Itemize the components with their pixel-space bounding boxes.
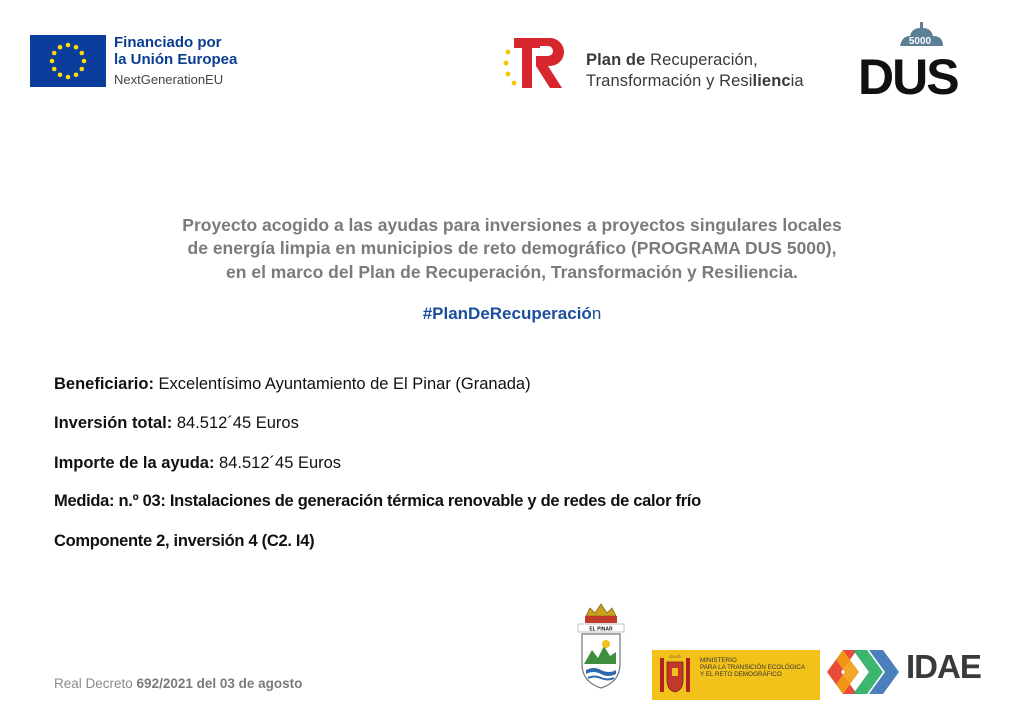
plan-recuperacion-text [586,50,804,92]
dus-word: DUS [858,49,958,100]
intro-line-1: Proyecto acogido a las ayudas para inversiones a proyectos singulares locales [182,215,842,235]
plan-line-1: Plan de Recuperación, [586,51,758,69]
plan-line-2: Transformación y Resiliencia [586,72,804,91]
eu-line-3: NextGenerationEU [114,71,224,87]
eu-stars-icon [30,35,106,87]
eu-line-2: la Unión Europea [114,51,238,69]
intro-line-3: en el marco del Plan de Recuperación, Transformación y Resiliencia. [226,261,798,282]
componente-row: Componente 2, inversión 4 (C2. I4) [54,532,315,550]
hashtag: #PlanDeRecuperación [422,304,602,323]
project-description [120,214,904,284]
intro-line-2: de energía limpia en municipios de reto demográfico (PROGRAMA DUS 5000), [187,238,837,259]
crest-label: EL PINAR [589,626,613,633]
eu-flag-logo [30,35,106,87]
beneficiario-row: Beneficiario: Excelentísimo Ayuntamiento de El Pinar (Granada) [54,375,531,393]
importe-row: Importe de la ayuda: 84.512´45 Euros [54,454,342,472]
medida-row: Medida: n.º 03: Instalaciones de generación térmica renovable y de redes de calor frío [54,492,701,510]
eu-funding-text [114,34,237,87]
tr-logo-icon [502,34,568,92]
dus-5000-logo [856,16,974,100]
eu-line-1: Financiado por [114,34,222,51]
idae-logo-text: IDAE [906,648,981,685]
dus-badge: 5000 [908,36,932,47]
inversion-row: Inversión total: 84.512´45 Euros [54,414,299,432]
el-pinar-crest-icon [576,602,626,690]
decree-text: Real Decreto 692/2021 del 03 de agosto [54,676,303,691]
spain-coat-of-arms-icon [652,650,698,700]
idae-mark-icon [823,644,905,700]
ministerio-text: MINISTERIO PARA LA TRANSICIÓN ECOLÓGICA Y EL RETO DEMOGRÁFICO [700,657,806,679]
